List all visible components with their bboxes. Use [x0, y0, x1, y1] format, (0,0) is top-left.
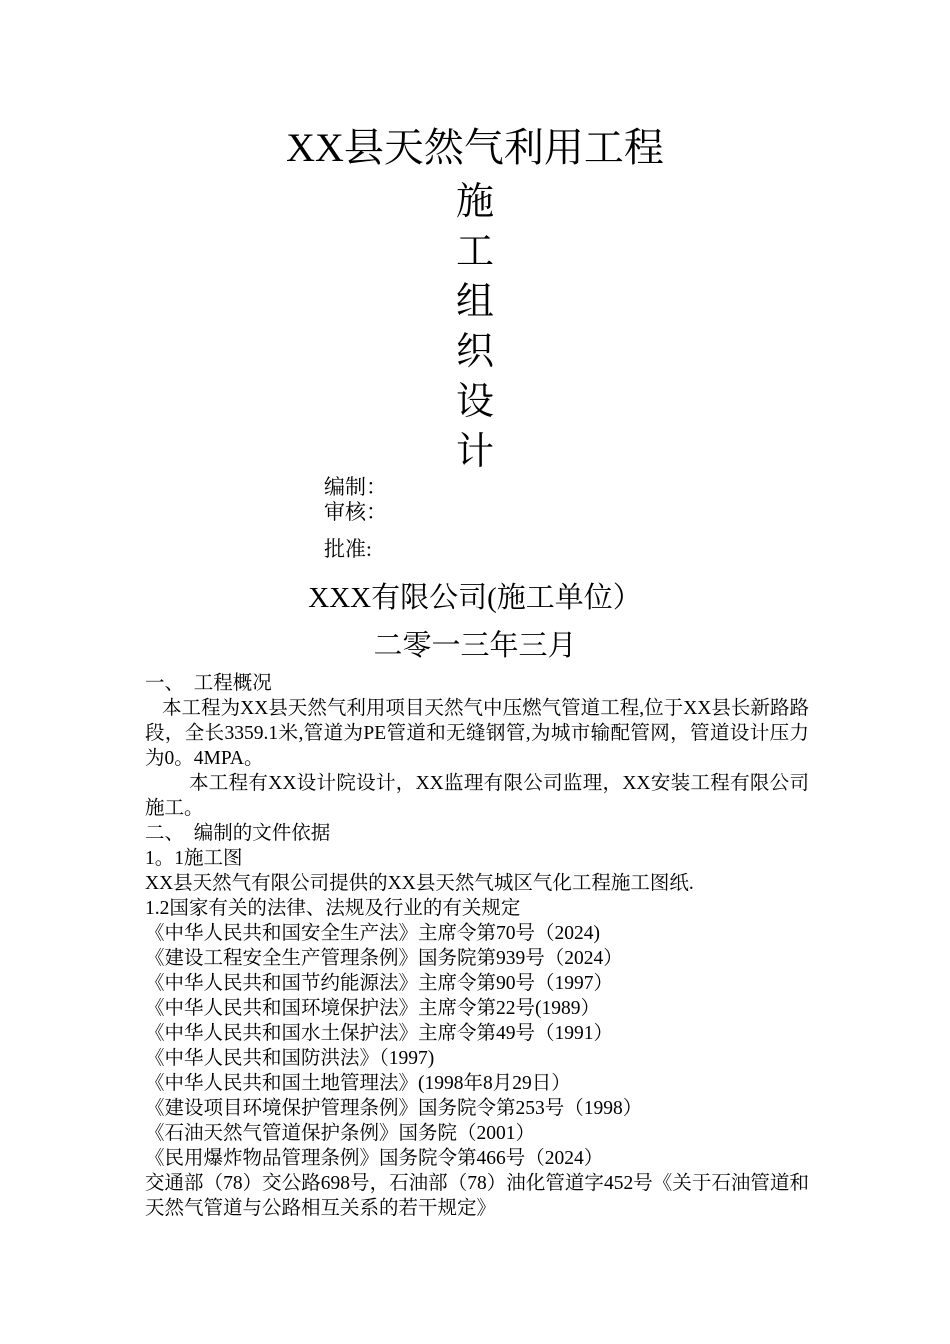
- company-name: XXX有限公司(施工单位）: [308, 582, 642, 614]
- law-item: 《中华人民共和国防洪法》（1997): [145, 1048, 435, 1069]
- signoff-reviewed: 审核：: [324, 500, 387, 524]
- law-item: 《石油天然气管道保护条例》国务院（2001）: [145, 1123, 536, 1144]
- law-item: 《建设项目环境保护管理条例》国务院令第253号（1998）: [145, 1098, 643, 1119]
- vertical-title-char: 工: [455, 231, 494, 273]
- document-body: [145, 671, 809, 1221]
- law-item: 《中华人民共和国环境保护法》主席令第22号(1989）: [145, 998, 600, 1019]
- section-heading: 二、 编制的文件依据: [145, 823, 331, 844]
- vertical-title-char: 组: [455, 281, 494, 323]
- law-item: 《中华人民共和国水土保护法》主席令第49号（1991）: [145, 1023, 614, 1044]
- signoff-approved: 批准:: [324, 537, 372, 561]
- document-date: 二零一三年三月: [373, 630, 577, 662]
- law-item: 《建设工程安全生产管理条例》国务院第939号（2024）: [145, 948, 623, 969]
- document-title: XX县天然气利用工程: [286, 125, 664, 170]
- vertical-title-char: 计: [455, 431, 494, 473]
- paragraph: 交通部（78）交公路698号，石油部（78）油化管道字452号《关于石油管道和天然气管道与公路相互关系的若干规定》: [145, 1173, 809, 1219]
- subsection-heading: 1.2国家有关的法律、法规及行业的有关规定: [145, 898, 521, 919]
- paragraph: 本工程为XX县天然气利用项目天然气中压燃气管道工程,位于XX县长新路路段，全长3359.1米,管道为PE管道和无缝钢管,为城市输配管网，管道设计压力为0。4MPA。: [145, 698, 809, 769]
- law-item: 《中华人民共和国安全生产法》主席令第70号（2024): [145, 923, 600, 944]
- section-heading: 一、 工程概况: [145, 673, 272, 694]
- subsection-heading: 1。1施工图: [145, 848, 243, 869]
- law-item: 《民用爆炸物品管理条例》国务院令第466号（2024）: [145, 1148, 604, 1169]
- vertical-title-char: 设: [455, 381, 494, 423]
- paragraph: XX县天然气有限公司提供的XX县天然气城区气化工程施工图纸.: [145, 873, 694, 894]
- vertical-title-char: 织: [455, 331, 494, 373]
- signoff-compiled: 编制：: [324, 475, 387, 499]
- law-item: 《中华人民共和国节约能源法》主席令第90号（1997）: [145, 973, 614, 994]
- law-item: 《中华人民共和国土地管理法》(1998年8月29日）: [145, 1073, 571, 1094]
- paragraph: 本工程有XX设计院设计，XX监理有限公司监理，XX安装工程有限公司施工。: [145, 773, 809, 819]
- vertical-title-char: 施: [455, 181, 494, 223]
